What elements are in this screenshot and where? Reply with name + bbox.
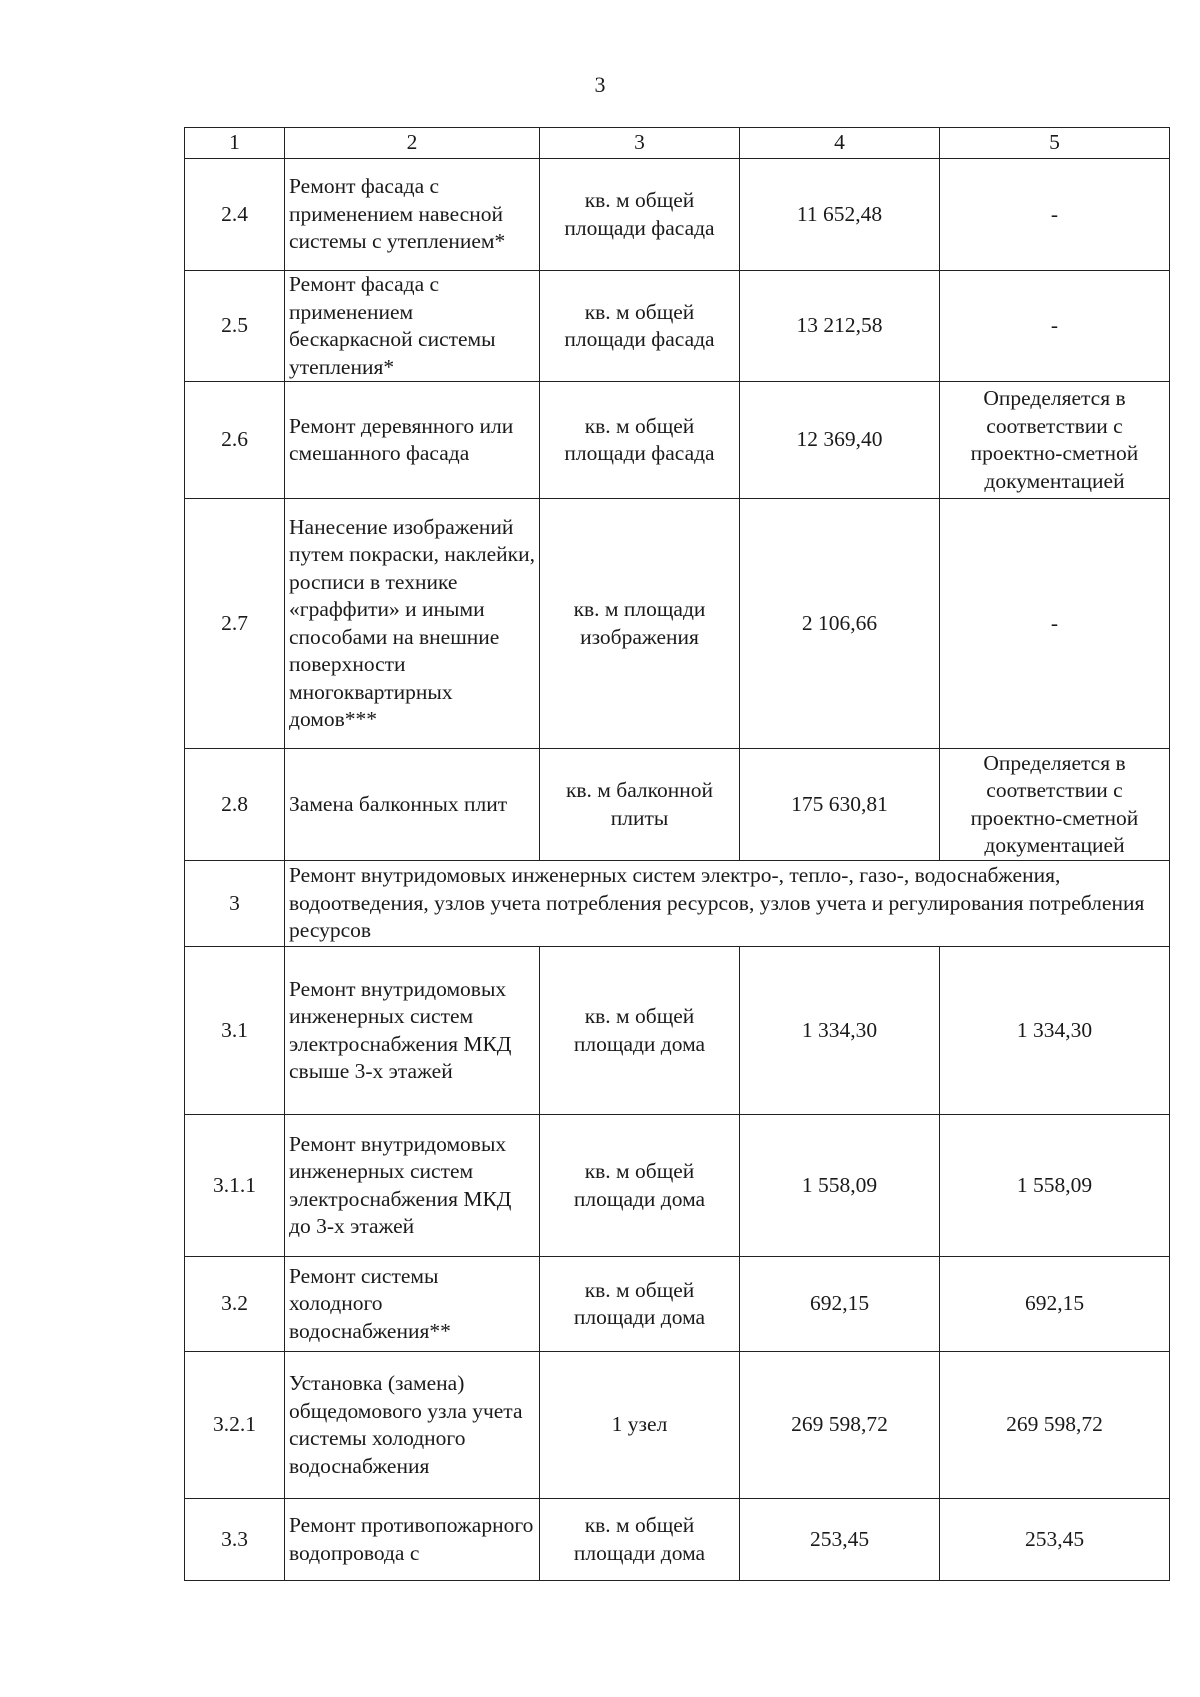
- row-number: 2.5: [185, 271, 285, 382]
- work-type: Ремонт фасада с применением бескаркасной системы утепления*: [285, 271, 540, 382]
- work-type: Ремонт системы холодного водоснабжения**: [285, 1257, 540, 1352]
- work-type: Замена балконных плит: [285, 749, 540, 861]
- unit: кв. м общей площади дома: [540, 1499, 740, 1581]
- page-number: 3: [594, 72, 606, 97]
- table-row: [185, 749, 1170, 861]
- header-col-4: 4: [740, 128, 940, 159]
- table-row: [185, 1499, 1170, 1581]
- table-row: [185, 1257, 1170, 1352]
- unit: кв. м общей площади дома: [540, 1257, 740, 1352]
- unit: кв. м общей площади дома: [540, 1115, 740, 1257]
- work-type: Ремонт противопожарного водопровода с: [285, 1499, 540, 1581]
- cost-col-4: 11 652,48: [740, 159, 940, 271]
- table-row: [185, 1115, 1170, 1257]
- cost-col-5: -: [940, 499, 1170, 749]
- table-row: [185, 1352, 1170, 1499]
- row-number: 3.1: [185, 947, 285, 1115]
- cost-col-4: 2 106,66: [740, 499, 940, 749]
- unit: кв. м общей площади фасада: [540, 159, 740, 271]
- work-type: Ремонт внутридомовых инженерных систем электроснабжения МКД до 3-х этажей: [285, 1115, 540, 1257]
- header-col-5: 5: [940, 128, 1170, 159]
- row-number: 2.4: [185, 159, 285, 271]
- rates-table: [184, 127, 1170, 1581]
- row-number: 3.1.1: [185, 1115, 285, 1257]
- cost-col-5: 269 598,72: [940, 1352, 1170, 1499]
- cost-col-4: 1 334,30: [740, 947, 940, 1115]
- work-type: Установка (замена) общедомового узла учета системы холодного водоснабжения: [285, 1352, 540, 1499]
- cost-col-5: -: [940, 271, 1170, 382]
- cost-col-5: 692,15: [940, 1257, 1170, 1352]
- cost-col-4: 12 369,40: [740, 382, 940, 499]
- section-title: Ремонт внутридомовых инженерных систем электро-, тепло-, газо-, водоснабжения, водоотведения, узлов учета потребления ресурсов, узлов учета и регулирования потребления ресурсов: [285, 861, 1170, 947]
- cost-col-5: -: [940, 159, 1170, 271]
- row-number: 3.2: [185, 1257, 285, 1352]
- header-col-3: 3: [540, 128, 740, 159]
- table-row: [185, 499, 1170, 749]
- cost-col-5: 253,45: [940, 1499, 1170, 1581]
- cost-col-5: Определяется в соответствии с проектно-сметной документацией: [940, 749, 1170, 861]
- cost-col-4: 1 558,09: [740, 1115, 940, 1257]
- unit: кв. м общей площади фасада: [540, 271, 740, 382]
- cost-col-5: 1 558,09: [940, 1115, 1170, 1257]
- work-type: Ремонт фасада с применением навесной системы с утеплением*: [285, 159, 540, 271]
- section-row: [185, 861, 1170, 947]
- cost-col-4: 13 212,58: [740, 271, 940, 382]
- cost-col-4: 253,45: [740, 1499, 940, 1581]
- work-type: Нанесение изображений путем покраски, наклейки, росписи в технике «граффити» и иными способами на внешние поверхности многоквартирных домов***: [285, 499, 540, 749]
- unit: кв. м общей площади дома: [540, 947, 740, 1115]
- table-row: [185, 382, 1170, 499]
- section-number: 3: [185, 861, 285, 947]
- header-col-1: 1: [185, 128, 285, 159]
- row-number: 2.8: [185, 749, 285, 861]
- table-row: [185, 159, 1170, 271]
- work-type: Ремонт деревянного или смешанного фасада: [285, 382, 540, 499]
- cost-col-5: Определяется в соответствии с проектно-сметной документацией: [940, 382, 1170, 499]
- work-type: Ремонт внутридомовых инженерных систем электроснабжения МКД свыше 3-х этажей: [285, 947, 540, 1115]
- cost-col-4: 692,15: [740, 1257, 940, 1352]
- row-number: 2.7: [185, 499, 285, 749]
- cost-col-4: 175 630,81: [740, 749, 940, 861]
- table-header-row: [185, 128, 1170, 159]
- row-number: 3.2.1: [185, 1352, 285, 1499]
- unit: 1 узел: [540, 1352, 740, 1499]
- unit: кв. м общей площади фасада: [540, 382, 740, 499]
- row-number: 3.3: [185, 1499, 285, 1581]
- cost-col-4: 269 598,72: [740, 1352, 940, 1499]
- unit: кв. м площади изображения: [540, 499, 740, 749]
- header-col-2: 2: [285, 128, 540, 159]
- unit: кв. м балконной плиты: [540, 749, 740, 861]
- cost-col-5: 1 334,30: [940, 947, 1170, 1115]
- table-row: [185, 271, 1170, 382]
- table-row: [185, 947, 1170, 1115]
- row-number: 2.6: [185, 382, 285, 499]
